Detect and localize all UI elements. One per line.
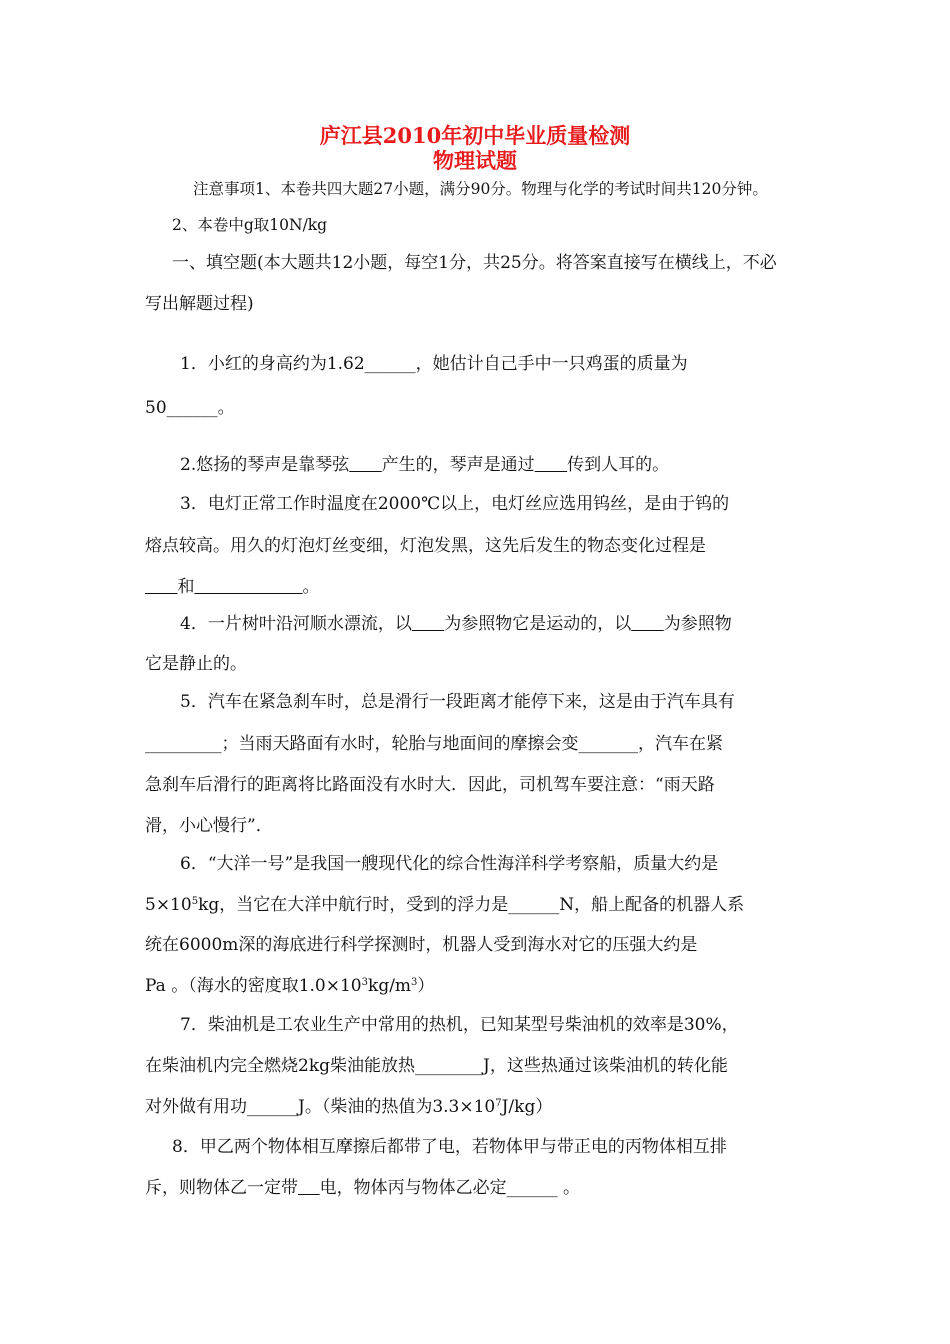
question-6-close-paren: ） (417, 976, 435, 996)
question-8-part-a: 斥，则物体乙一定带 (145, 1178, 298, 1198)
notes-line-1: 注意事项1、本卷共四大题27小题，满分90分。物理与化学的考试时间共120分钟。 (193, 180, 768, 198)
section-heading-line-1: 一、填空题(本大题共12小题，每空1分，共25分。将答案直接写在横线上，不必 (172, 253, 777, 273)
question-4-line-1 (180, 612, 732, 636)
notes-line-2: 2、本卷中g取10N/kg (172, 216, 328, 234)
question-7-line-3-text: 对外做有用功______J。（柴油的热值为3.3×10 (145, 1097, 496, 1117)
question-6-unit-exponent: 3 (411, 977, 418, 988)
question-6-line-2 (145, 893, 744, 917)
question-4-part-a: 4．一片树叶沿河顺水漂流，以 (180, 614, 412, 634)
question-3-line-2: 熔点较高。用久的灯泡灯丝变细，灯泡发黑，这先后发生的物态变化过程是 (145, 536, 706, 556)
question-2-part-a: 2.悠扬的琴声是靠琴弦 (180, 455, 350, 475)
question-6-density-unit: kg/m (368, 976, 412, 996)
question-4-part-c: 为参照物 (663, 614, 732, 634)
question-6-line-1: 6．“大洋一号”是我国一艘现代化的综合性海洋科学考察船，质量大约是 (180, 854, 719, 874)
question-6-mass-exponent: 5 (191, 896, 199, 907)
section-heading-line-2: 写出解题过程) (145, 294, 254, 314)
answer-blank (194, 577, 302, 597)
question-7-line-1: 7．柴油机是工农业生产中常用的热机，已知某型号柴油机的效率是30%， (180, 1015, 739, 1035)
question-6-line-3: 统在6000m深的海底进行科学探测时，机器人受到海水对它的压强大约是 (145, 935, 698, 955)
question-5-line-4: 滑，小心慢行”． (145, 816, 273, 836)
question-7-line-2: 在柴油机内完全燃烧2kg柴油能放热________J，这些热通过该柴油机的转化能 (145, 1056, 728, 1076)
question-7-line-3 (145, 1095, 552, 1119)
question-3-part-a: 和 (177, 577, 195, 597)
question-8-line-1: 8．甲乙两个物体相互摩擦后都带了电，若物体甲与带正电的丙物体相互排 (172, 1137, 727, 1157)
question-3-line-3 (145, 575, 320, 599)
question-6-density-text: Pa 。（海水的密度取1.0×10 (145, 976, 362, 996)
question-1-line-2: 50______。 (145, 398, 235, 418)
question-6-mass-base: 5×10 (145, 895, 192, 915)
question-5-line-1: 5．汽车在紧急刹车时，总是滑行一段距离才能停下来，这是由于汽车具有 (180, 692, 735, 712)
question-7-heat-unit: J/kg） (501, 1097, 553, 1117)
answer-blank (535, 455, 567, 475)
question-3-part-b: 。 (302, 577, 320, 597)
page-title: 庐江县2010年初中毕业质量检测 (319, 123, 631, 148)
question-8-line-2 (145, 1176, 580, 1200)
page-subtitle: 物理试题 (433, 148, 517, 173)
question-6-density-exponent: 3 (361, 977, 369, 988)
question-3-line-1: 3．电灯正常工作时温度在2000℃以上，电灯丝应选用钨丝，是由于钨的 (180, 494, 730, 514)
question-5-line-2: _________；当雨天路面有水时，轮胎与地面间的摩擦会变_______，汽车在紧 (145, 734, 723, 754)
question-2-part-b: 产生的，琴声是通过 (381, 455, 535, 475)
question-4-part-b: 为参照物它是运动的，以 (444, 614, 632, 634)
answer-blank (349, 455, 381, 475)
answer-blank (412, 614, 444, 634)
question-6-line-2-text: kg，当它在大洋中航行时，受到的浮力是______N，船上配备的机器人系 (198, 895, 745, 915)
question-2 (180, 453, 669, 477)
question-5-line-3: 急刹车后滑行的距离将比路面没有水时大．因此，司机驾车要注意：“雨天路 (145, 775, 715, 795)
question-2-part-c: 传到人耳的。 (567, 455, 670, 475)
answer-blank (145, 577, 177, 597)
answer-blank (298, 1178, 320, 1198)
question-7-heat-exponent: 7 (495, 1098, 502, 1109)
question-1-line-1: 1．小红的身高约为1.62______，她估计自己手中一只鸡蛋的质量为 (180, 354, 688, 374)
question-6-line-4 (145, 974, 434, 998)
question-4-line-2: 它是静止的。 (145, 654, 247, 674)
question-8-part-b: 电，物体丙与物体乙必定______ 。 (319, 1178, 581, 1198)
answer-blank (631, 614, 663, 634)
